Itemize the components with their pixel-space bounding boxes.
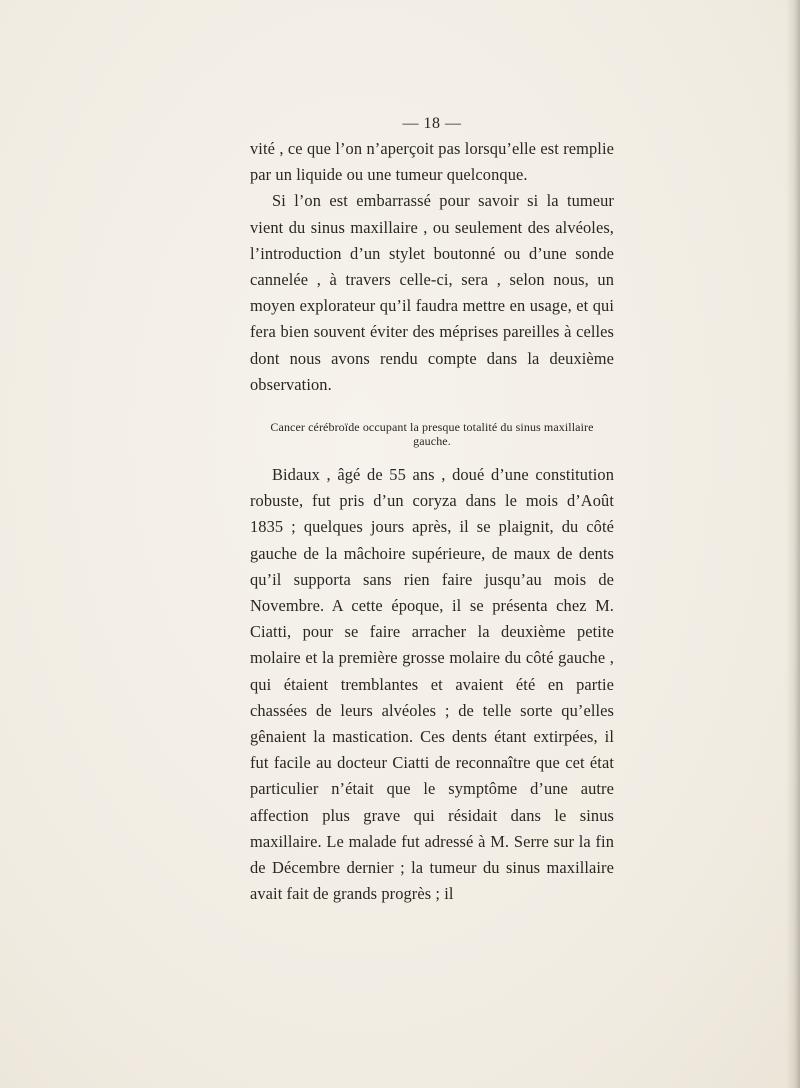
paragraph-case-report: Bidaux , âgé de 55 ans , doué d’une constitution robuste, fut pris d’un coryza dans le mois d’Août 1835 ; quelques jours après, il se plaignit, du côté gauche de la mâchoire supérieure, de maux de dents qu’il supporta sans rien faire jusqu’au mois de Novembre. A cette époque, il se présenta chez M. Ciatti, pour se faire arracher la deuxième petite molaire et la première grosse molaire du côté gauche , qui étaient tremblantes et avaient été en partie chassées de leurs alvéoles ; de telle sorte qu’elles gênaient la mastication. Ces dents étant extirpées, il fut facile au docteur Ciatti de reconnaître que cet état particulier n’était que le symptôme d’une autre affection plus grave qui résidait dans le sinus maxillaire. Le malade fut adressé à M. Serre sur la fin de Décembre dernier ; la tumeur du sinus maxillaire avait fait de grands progrès ; il [250,465,614,904]
page-edge-shadow [786,0,800,1088]
observation-heading: Cancer cérébroïde occupant la presque totalité du sinus maxillaire gauche. [270,420,594,449]
text-column [250,114,614,907]
paragraph-continuation: vité , ce que l’on n’aperçoit pas lorsqu’elle est remplie par un liquide ou une tumeur quelconque. [250,139,614,185]
paragraph-exploration: Si l’on est embarrassé pour savoir si la tumeur vient du sinus maxillaire , ou seulement des alvéoles, l’introduction d’un stylet boutonné ou d’une sonde cannelée , à travers celle-ci, sera , selon nous, un moyen explorateur qu’il faudra mettre en usage, et qui fera bien souvent éviter des méprises pareilles à celles dont nous avons rendu compte dans la deuxième observation. [250,191,614,394]
page-number: — 18 — [402,115,462,132]
